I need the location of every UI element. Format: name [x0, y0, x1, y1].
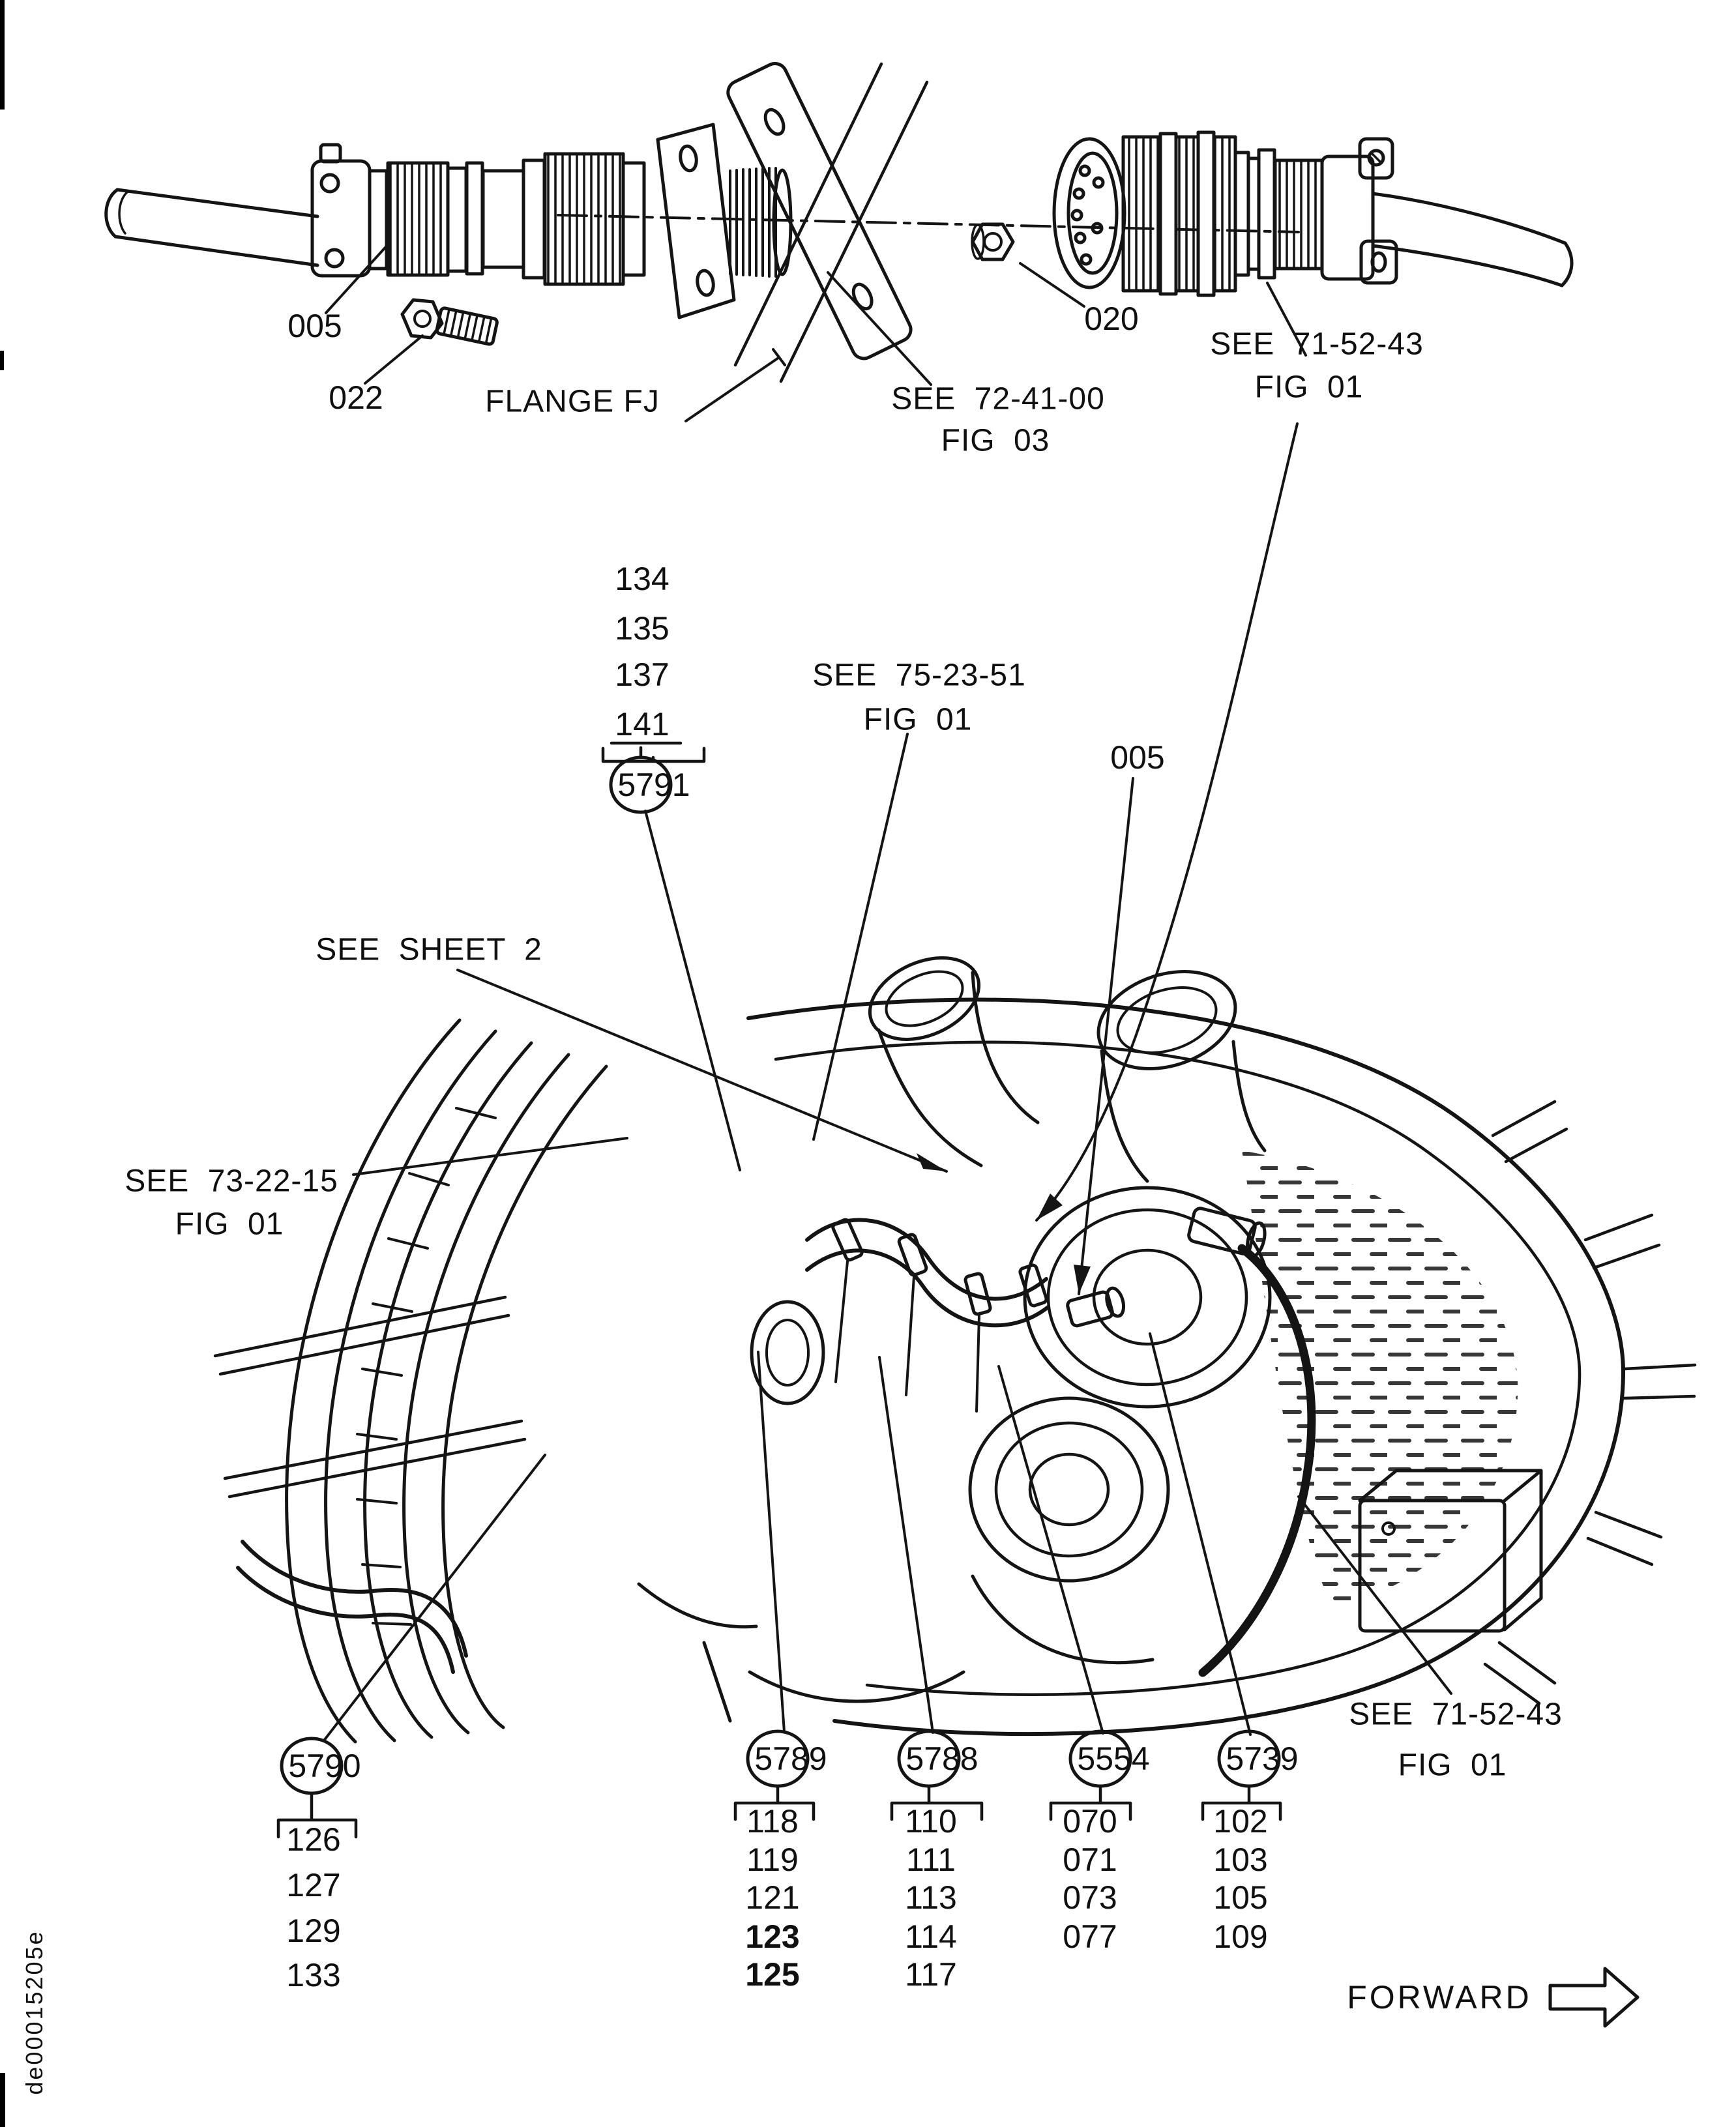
item-123: 123	[745, 1918, 800, 1955]
see-sheet-2-link[interactable]: SEE SHEET 2	[316, 932, 542, 967]
ref-73-22-15-fig[interactable]: FIG 01	[175, 1207, 284, 1242]
right-connector-illustration	[1054, 132, 1572, 295]
ref-75-23-51-fig[interactable]: FIG 01	[863, 702, 973, 737]
item-110: 110	[905, 1803, 957, 1840]
balloon-5788[interactable]: 5788	[905, 1740, 978, 1777]
balloon-circles	[282, 757, 1279, 1793]
callout-005-top: 005	[287, 308, 342, 344]
ref-71-52-43-top-fig[interactable]: FIG 01	[1254, 370, 1364, 405]
flange-fj-label: FLANGE FJ	[485, 384, 660, 419]
item-133: 133	[286, 1957, 341, 1993]
ref-75-23-51-link[interactable]: SEE 75-23-51	[812, 658, 1026, 693]
drawing-id-code: de00015205e	[21, 1929, 48, 2095]
callout-022: 022	[329, 379, 383, 416]
item-071: 071	[1063, 1841, 1117, 1878]
ref-73-22-15-link[interactable]: SEE 73-22-15	[125, 1164, 338, 1199]
item-111: 111	[905, 1841, 956, 1878]
item-137: 137	[615, 656, 669, 693]
ref-71-52-43-bottom-fig[interactable]: FIG 01	[1398, 1748, 1507, 1783]
engine-front-illustration	[215, 942, 1695, 1742]
flange-plate-illustration	[658, 125, 734, 317]
balloon-5791[interactable]: 5791	[617, 767, 690, 803]
item-125: 125	[745, 1956, 800, 1993]
callout-005-mid: 005	[1110, 739, 1165, 776]
balloon-5789[interactable]: 5789	[754, 1740, 827, 1777]
item-135: 135	[615, 610, 669, 647]
callout-020: 020	[1084, 301, 1139, 337]
left-cable-illustration	[106, 190, 317, 265]
item-114: 114	[905, 1918, 957, 1955]
scan-artifacts	[0, 0, 5, 2127]
item-126: 126	[286, 1821, 341, 1858]
item-118: 118	[746, 1803, 799, 1840]
item-073: 073	[1063, 1879, 1117, 1916]
item-077: 077	[1063, 1918, 1117, 1955]
item-102: 102	[1213, 1803, 1268, 1840]
item-109: 109	[1213, 1918, 1268, 1955]
forward-arrow-icon	[1550, 1969, 1638, 2026]
ref-72-41-00-link[interactable]: SEE 72-41-00	[891, 381, 1105, 417]
item-103: 103	[1213, 1841, 1268, 1878]
forward-label: FORWARD	[1347, 1979, 1532, 2016]
nut-illustration	[972, 224, 1013, 259]
item-070: 070	[1063, 1803, 1117, 1840]
item-105: 105	[1213, 1879, 1268, 1916]
ref-71-52-43-top-link[interactable]: SEE 71-52-43	[1210, 327, 1424, 362]
item-134: 134	[615, 561, 669, 597]
leader-lines	[324, 243, 1451, 1740]
ref-71-52-43-bottom-link[interactable]: SEE 71-52-43	[1349, 1697, 1563, 1732]
item-127: 127	[286, 1867, 341, 1903]
item-121: 121	[745, 1879, 800, 1916]
item-113: 113	[905, 1879, 957, 1916]
item-129: 129	[286, 1913, 341, 1949]
item-117: 117	[905, 1956, 957, 1993]
item-119: 119	[746, 1841, 799, 1878]
balloon-5554[interactable]: 5554	[1077, 1740, 1150, 1777]
item-141: 141	[615, 706, 669, 742]
bolt-illustration	[402, 300, 497, 345]
ref-72-41-00-fig[interactable]: FIG 03	[941, 423, 1050, 458]
balloon-5739[interactable]: 5739	[1226, 1740, 1299, 1777]
balloon-5790[interactable]: 5790	[288, 1748, 361, 1784]
